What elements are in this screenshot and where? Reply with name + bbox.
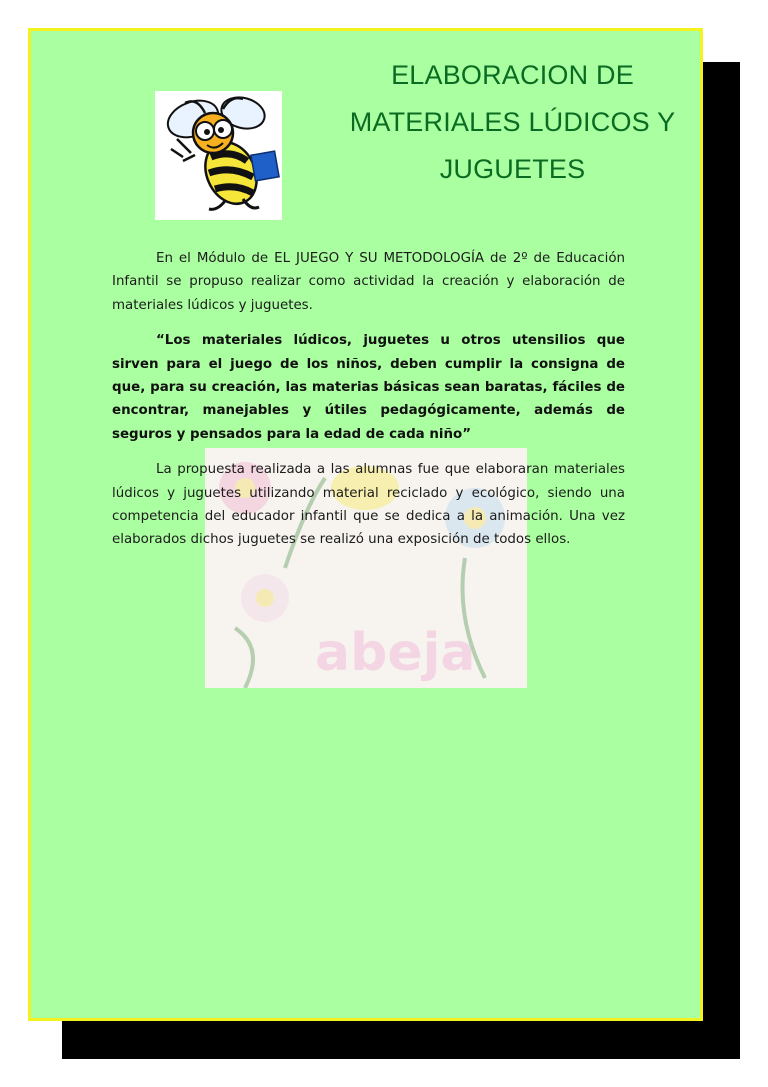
document-body	[112, 247, 625, 564]
paragraph-quote: “Los materiales lúdicos, juguetes u otros utensilios que sirven para el juego de los niños, deben cumplir la consigna de que, para su creación, las materias básicas sean baratas, fáciles de encontrar, manejables y útiles pedagógicamente, además de seguros y pensados para la edad de cada niño”	[112, 333, 625, 442]
watermark-text: abeja	[315, 623, 476, 683]
title-line: JUGUETES	[439, 154, 586, 184]
paragraph-intro: En el Módulo de EL JUEGO Y SU METODOLOGÍA de 2º de Educación Infantil se propuso realizar como actividad la creación y elaboración de materiales lúdicos y juguetes.	[112, 251, 625, 313]
paragraph-proposal: La propuesta realizada a las alumnas fue que elaboraran materiales lúdicos y juguetes utilizando material reciclado y ecológico, siendo una competencia del educador infantil que se dedica a la animación. Una vez elaborados dichos juguetes se realizó una exposición de todos ellos.	[112, 462, 625, 548]
bee-illustration	[155, 91, 282, 220]
title-line: ELABORACION DE	[391, 60, 634, 90]
document-title	[340, 52, 685, 193]
title-line: MATERIALES LÚDICOS Y	[349, 107, 676, 137]
